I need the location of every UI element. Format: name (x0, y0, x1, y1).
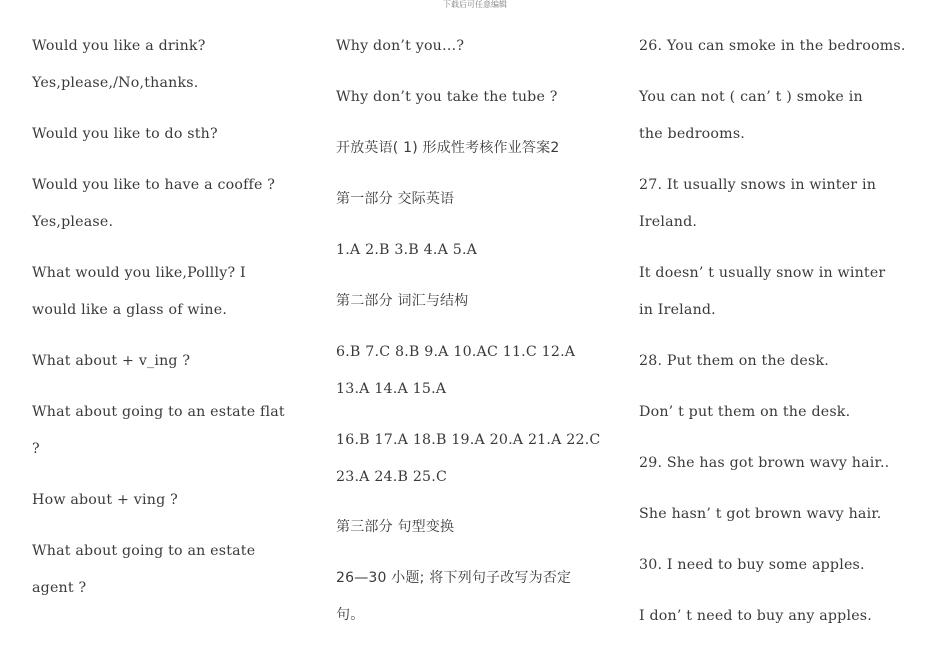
text-line: 26. You can smoke in the bedrooms. (639, 38, 906, 54)
section-title: 开放英语( 1) 形成性考核作业答案2 (336, 140, 560, 156)
text-line: 28. Put them on the desk. (639, 353, 829, 369)
section-heading: 第二部分 词汇与结构 (336, 293, 469, 309)
text-line: Why don’t you take the tube ? (336, 89, 558, 105)
text-line: She hasn’ t got brown wavy hair. (639, 506, 882, 522)
text-line: What about + v_ing ? (32, 353, 191, 369)
instruction-line: 句。 (336, 607, 365, 623)
text-line: You can not ( can’ t ) smoke in (639, 89, 863, 105)
answer-line: 6.B 7.C 8.B 9.A 10.AC 11.C 12.A (336, 344, 576, 360)
text-line: It doesn’ t usually snow in winter (639, 265, 886, 281)
text-line: What would you like,Pollly? I (32, 265, 246, 281)
text-line: I don’ t need to buy any apples. (639, 608, 872, 624)
text-line: Would you like to do sth? (32, 126, 218, 142)
text-line: Why don’t you…? (336, 38, 465, 54)
text-line: Ireland. (639, 214, 698, 230)
text-line: How about + ving ? (32, 492, 178, 508)
text-line: in Ireland. (639, 302, 716, 318)
text-line: would like a glass of wine. (32, 302, 228, 318)
text-line: What about going to an estate flat (32, 404, 285, 420)
text-line: the bedrooms. (639, 126, 746, 142)
text-line: Would you like to have a cooffe ? (32, 177, 276, 193)
answer-line: 1.A 2.B 3.B 4.A 5.A (336, 242, 478, 258)
text-line: 27. It usually snows in winter in (639, 177, 877, 193)
text-line: Don’ t put them on the desk. (639, 404, 851, 420)
watermark-text: 下载后可任意编辑 (443, 0, 507, 9)
text-line: Would you like a drink? (32, 38, 206, 54)
text-line: Yes,please. (32, 214, 114, 230)
instruction-line: 26—30 小题; 将下列句子改写为否定 (336, 570, 572, 586)
section-heading: 第三部分 句型变换 (336, 519, 455, 535)
text-line: 29. She has got brown wavy hair.. (639, 455, 890, 471)
answer-line: 13.A 14.A 15.A (336, 381, 447, 397)
text-line: ? (32, 441, 40, 457)
text-line: agent ? (32, 580, 87, 596)
text-line: Yes,please,/No,thanks. (32, 75, 199, 91)
section-heading: 第一部分 交际英语 (336, 191, 455, 207)
text-line: 30. I need to buy some apples. (639, 557, 865, 573)
text-line: What about going to an estate (32, 543, 256, 559)
answer-line: 16.B 17.A 18.B 19.A 20.A 21.A 22.C (336, 432, 601, 448)
answer-line: 23.A 24.B 25.C (336, 469, 448, 485)
